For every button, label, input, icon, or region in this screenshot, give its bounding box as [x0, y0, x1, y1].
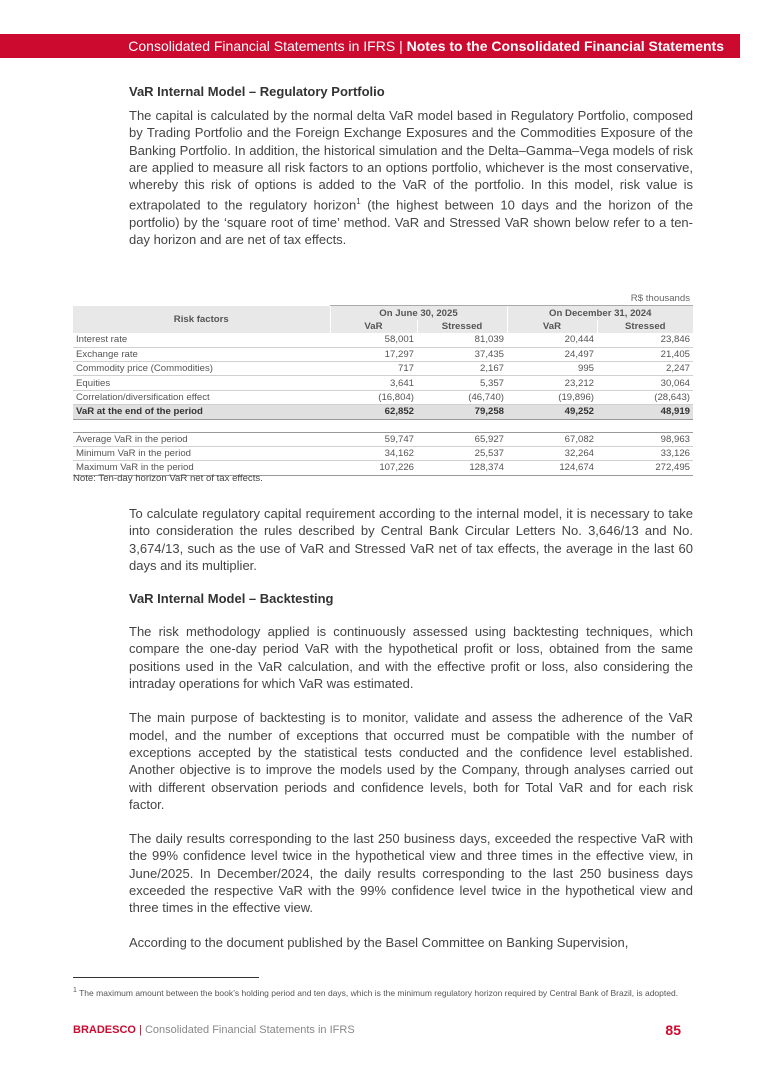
cell: 272,495 — [597, 461, 693, 475]
footnote-text: The maximum amount between the book’s holding period and ten days, which is the minimum regulatory horizon required by Central Bank of Brazil, is adopted. — [76, 987, 679, 998]
cell: 67,082 — [507, 432, 597, 446]
cell: 49,252 — [507, 405, 597, 419]
table-row — [73, 376, 693, 390]
table-row — [73, 390, 693, 404]
paragraph-text: The capital is calculated by the normal delta VaR model based in Regulatory Portfolio, composed by Trading Portfolio and the Foreign Exchange Exposures and the Commodities Exposure of the Banking Portfolio. In addition, the historical simulation and the Delta–Gamma–Vega models of risk are applied to measure all risk factors to an options portfolio, whichever is the most conservative, whereby this risk of options is added to the VaR of the portfolio. In this model, risk value is extrapolated to the regulatory horizon — [129, 108, 693, 213]
row-label: Correlation/diversification effect — [73, 390, 330, 404]
cell: 58,001 — [330, 333, 417, 347]
header-row-periods — [73, 306, 693, 320]
table-row — [73, 361, 693, 375]
col-stressed-1: Stressed — [417, 320, 507, 333]
footnote-divider — [73, 977, 259, 978]
cell: 48,919 — [597, 405, 693, 419]
cell: 23,212 — [507, 376, 597, 390]
cell: 34,162 — [330, 446, 417, 460]
row-label: Commodity price (Commodities) — [73, 361, 330, 375]
cell: 717 — [330, 361, 417, 375]
table-row — [73, 432, 693, 446]
cell: 5,357 — [417, 376, 507, 390]
table-row — [73, 347, 693, 361]
section-heading: VaR Internal Model – Backtesting — [129, 591, 334, 607]
footer-title: Consolidated Financial Statements in IFRS — [144, 1024, 355, 1036]
risk-factors-header: Risk factors — [73, 306, 330, 333]
cell: 23,846 — [597, 333, 693, 347]
cell: 17,297 — [330, 347, 417, 361]
cell: 37,435 — [417, 347, 507, 361]
paragraph: The risk methodology applied is continuously assessed using backtesting techniques, which compare the one-day period VaR with the hypothetical profit or loss, obtained from the same positions used in the VaR calculation, and with the effective profit or loss, also considering the intraday operations for which VaR was estimated. — [129, 624, 693, 692]
cell: 81,039 — [417, 333, 507, 347]
row-label: Equities — [73, 376, 330, 390]
paragraph: According to the document published by the Basel Committee on Banking Supervision, — [129, 934, 629, 950]
row-label: Average VaR in the period — [73, 432, 330, 446]
cell: 21,405 — [597, 347, 693, 361]
cell: (16,804) — [330, 390, 417, 404]
paragraph: To calculate regulatory capital requirement according to the internal model, it is necessary to take into consideration the rules described by Central Bank Circular Letters No. 3,646/13 and No. 3,674/13, such as the use of VaR and Stressed VaR net of tax effects, the average in the last 60 days and its multiplier. — [129, 506, 693, 573]
cell: 20,444 — [507, 333, 597, 347]
header-doc-title: Consolidated Financial Statements in IFRS — [128, 38, 396, 54]
cell: 79,258 — [417, 405, 507, 419]
footnote — [73, 985, 693, 999]
cell: 62,852 — [330, 405, 417, 419]
page-header — [0, 34, 740, 58]
col-var-1: VaR — [330, 320, 417, 333]
table-row — [73, 446, 693, 460]
cell: 2,247 — [597, 361, 693, 375]
cell: 98,963 — [597, 432, 693, 446]
row-label: Minimum VaR in the period — [73, 446, 330, 460]
unit-row — [73, 292, 693, 306]
footnote-ref: 1 — [356, 197, 361, 207]
cell: 30,064 — [597, 376, 693, 390]
page-footer — [73, 1024, 693, 1042]
header-separator: | — [395, 38, 407, 54]
cell: (28,643) — [597, 390, 693, 404]
var-table — [73, 292, 693, 476]
paragraph — [129, 107, 693, 249]
footer-brand: BRADESCO — [73, 1024, 136, 1036]
row-label: Exchange rate — [73, 347, 330, 361]
cell: 2,167 — [417, 361, 507, 375]
total-row — [73, 405, 693, 419]
period-header-2: On December 31, 2024 — [507, 306, 693, 320]
cell: (19,896) — [507, 390, 597, 404]
col-stressed-2: Stressed — [597, 320, 693, 333]
footer-separator: | — [135, 1024, 145, 1036]
unit-label: R$ thousands — [330, 292, 693, 306]
spacer-row — [73, 419, 693, 432]
cell: 59,747 — [330, 432, 417, 446]
cell: 65,927 — [417, 432, 507, 446]
cell: 3,641 — [330, 376, 417, 390]
cell: 995 — [507, 361, 597, 375]
footnote-number: 1 — [73, 987, 77, 994]
paragraph: The daily results corresponding to the last 250 business days, exceeded the respective VaR with the 99% confidence level twice in the hypothetical view and three times in the effective view, in June/2025. In December/2024, the daily results corresponding to the last 250 business days exceeded the respective VaR with the 99% confidence level twice in the hypothetical view and three times in the effective view. — [129, 831, 693, 916]
table-row — [73, 333, 693, 347]
section-heading: VaR Internal Model – Regulatory Portfolio — [129, 84, 385, 99]
cell: 32,264 — [507, 446, 597, 460]
period-header-1: On June 30, 2025 — [330, 306, 507, 320]
row-label: Interest rate — [73, 333, 330, 347]
cell: 33,126 — [597, 446, 693, 460]
cell: 107,226 — [330, 461, 417, 475]
page-number: 85 — [665, 1022, 681, 1038]
table-note: Note: Ten-day horizon VaR net of tax effects. — [73, 473, 263, 484]
cell: 124,674 — [507, 461, 597, 475]
total-label: VaR at the end of the period — [73, 405, 330, 419]
cell: 24,497 — [507, 347, 597, 361]
cell: 128,374 — [417, 461, 507, 475]
cell: 25,537 — [417, 446, 507, 460]
row-label: Maximum VaR in the period — [73, 461, 330, 475]
section-regulatory-capital — [129, 505, 693, 951]
paragraph-text: (the highest between 10 days and the horizon of the portfolio) by the ‘square root of time’ method. VaR and Stressed VaR shown below refer to a ten-day horizon and are net of tax effects. — [129, 197, 694, 248]
header-section-title: Notes to the Consolidated Financial Statements — [406, 38, 724, 54]
section-regulatory-portfolio — [129, 84, 693, 249]
paragraph: The main purpose of backtesting is to monitor, validate and assess the adherence of the VaR model, and the number of exceptions that occurred must be compatible with the number of exceptions accepted by the statistical tests conducted and the confidence level established. Another objective is to improve the models used by the Company, through analyses carried out with different observation periods and confidence levels, both for Total VaR and for each risk factor. — [129, 710, 693, 812]
col-var-2: VaR — [507, 320, 597, 333]
cell: (46,740) — [417, 390, 507, 404]
